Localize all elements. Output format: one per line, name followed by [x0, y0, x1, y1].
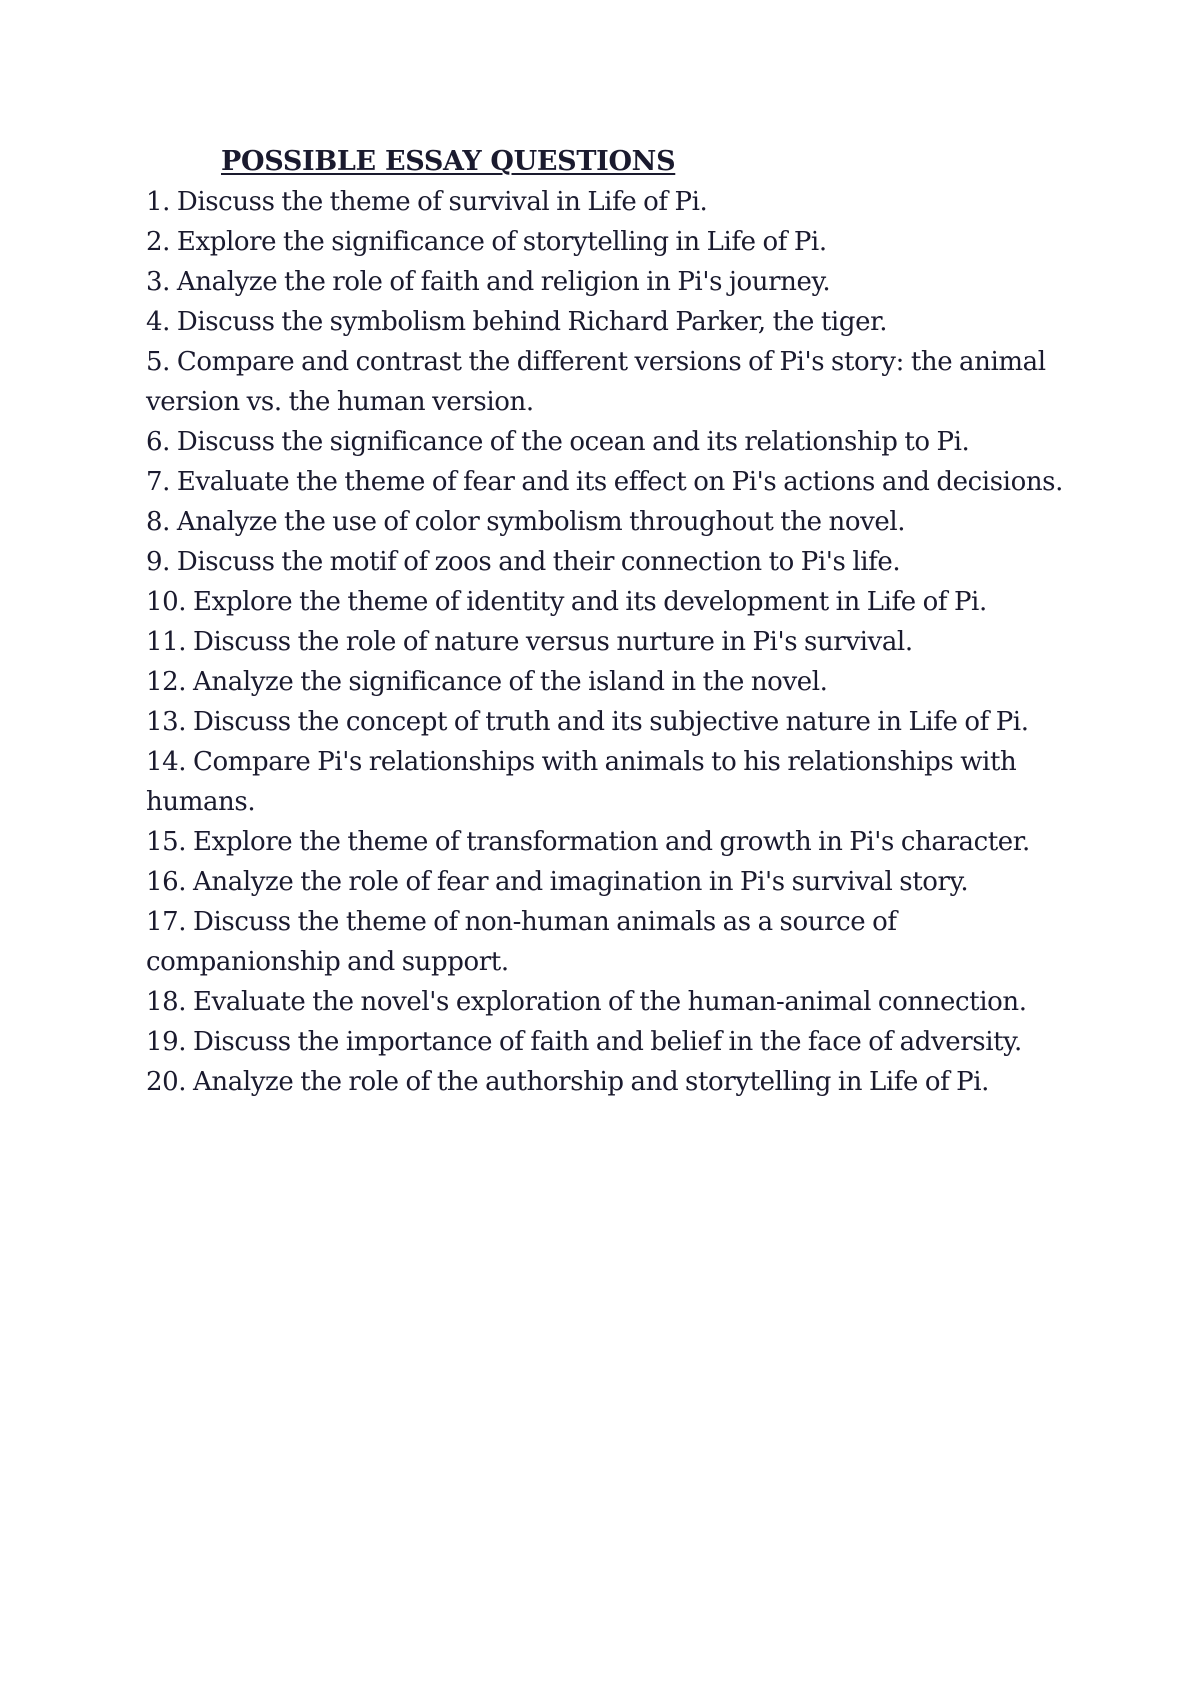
question-item: 18. Evaluate the novel's exploration of the human-animal connection. [146, 987, 1027, 1017]
question-item: 13. Discuss the concept of truth and its subjective nature in Life of Pi. [146, 707, 1029, 737]
question-item: 7. Evaluate the theme of fear and its effect on Pi's actions and decisions. [146, 467, 1063, 497]
question-item: 1. Discuss the theme of survival in Life of Pi. [146, 187, 708, 217]
document-content [146, 142, 1076, 1102]
question-item: 15. Explore the theme of transformation and growth in Pi's character. [146, 827, 1030, 857]
question-item: 3. Analyze the role of faith and religion in Pi's journey. [146, 267, 831, 297]
question-item: 10. Explore the theme of identity and its development in Life of Pi. [146, 587, 987, 617]
document-title: POSSIBLE ESSAY QUESTIONS [221, 146, 676, 177]
question-item: 20. Analyze the role of the authorship and storytelling in Life of Pi. [146, 1067, 990, 1097]
question-item: 16. Analyze the role of fear and imagination in Pi's survival story. [146, 867, 969, 897]
question-item: 8. Analyze the use of color symbolism throughout the novel. [146, 507, 906, 537]
question-item: 6. Discuss the significance of the ocean and its relationship to Pi. [146, 427, 970, 457]
question-item: 17. Discuss the theme of non-human animals as a source of companionship and support. [146, 907, 897, 977]
question-item: 9. Discuss the motif of zoos and their connection to Pi's life. [146, 547, 901, 577]
question-item: 5. Compare and contrast the different versions of Pi's story: the animal version vs. the human version. [146, 347, 1046, 417]
question-item: 2. Explore the significance of storytelling in Life of Pi. [146, 227, 827, 257]
question-item: 4. Discuss the symbolism behind Richard Parker, the tiger. [146, 307, 888, 337]
question-list [146, 182, 1076, 1102]
question-item: 11. Discuss the role of nature versus nurture in Pi's survival. [146, 627, 913, 657]
question-item: 19. Discuss the importance of faith and belief in the face of adversity. [146, 1027, 1022, 1057]
question-item: 14. Compare Pi's relationships with animals to his relationships with humans. [146, 747, 1017, 817]
question-item: 12. Analyze the significance of the island in the novel. [146, 667, 828, 697]
